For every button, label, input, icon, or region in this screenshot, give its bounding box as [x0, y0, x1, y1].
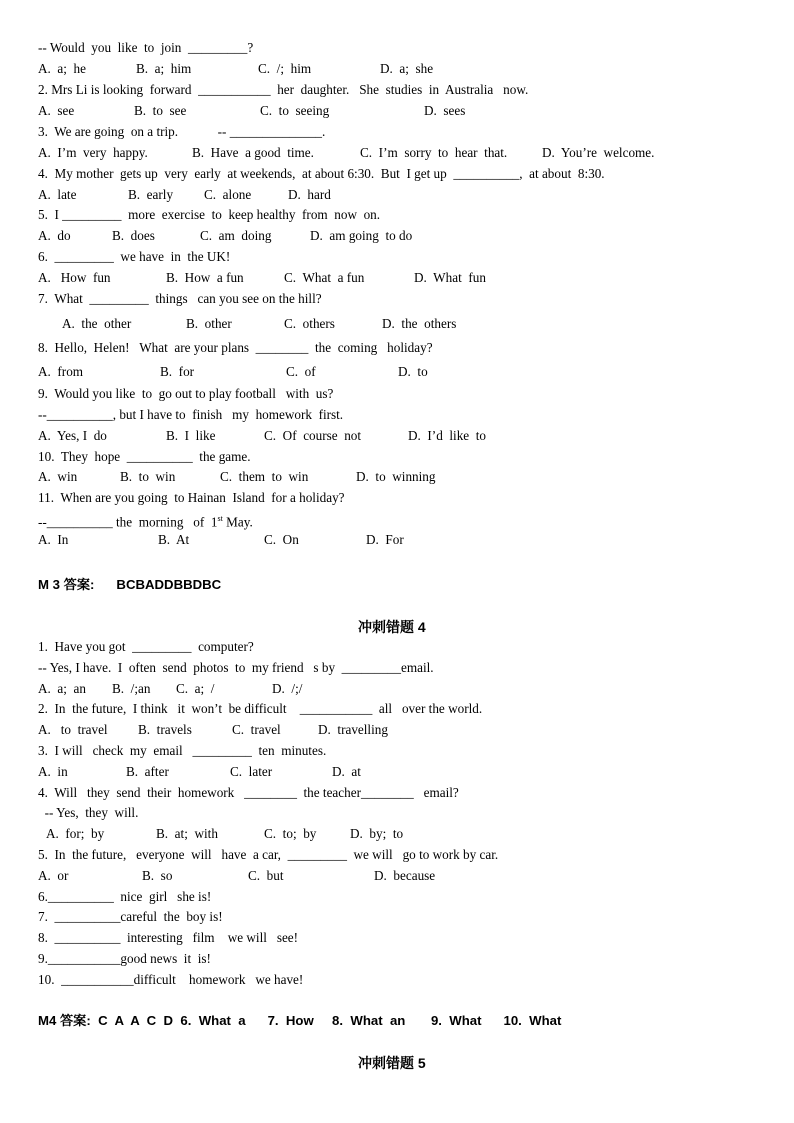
option-a: A. see	[38, 103, 75, 118]
option-c: C. a; /	[176, 681, 215, 696]
question-line: 7. What _________ things can you see on the hill?	[38, 291, 322, 306]
option-a: A. Yes, I do	[38, 428, 107, 443]
option-b: B. does	[112, 228, 155, 243]
option-b: B. for	[160, 364, 195, 379]
option-a: A. win	[38, 469, 78, 484]
question-line: 2. In the future, I think it won’t be difficult ___________ all over the world.	[38, 701, 483, 716]
option-c: C. to seeing	[260, 103, 330, 118]
option-d: D. hard	[288, 187, 331, 202]
option-b: B. At	[158, 532, 190, 547]
option-a: A. the other	[62, 316, 132, 331]
option-c: C. travel	[232, 722, 281, 737]
option-a: A. for; by	[46, 826, 105, 841]
option-a: A. from	[38, 364, 84, 379]
option-a: A. a; an	[38, 681, 86, 696]
options-row	[38, 680, 758, 698]
answer-key-m4: M4 答案: C A A C D 6. What a 7. How 8. What an 9. What 10. What	[38, 1013, 562, 1028]
option-b: B. early	[128, 187, 174, 202]
option-a: A. In	[38, 532, 69, 547]
option-b: B. /;an	[112, 681, 151, 696]
options-row	[38, 427, 758, 445]
option-a: A. I’m very happy.	[38, 145, 148, 160]
question-line: 3. I will check my email _________ ten minutes.	[38, 743, 327, 758]
question-line: 1. Have you got _________ computer?	[38, 639, 254, 654]
option-c: C. later	[230, 764, 273, 779]
superscript: st	[217, 514, 223, 523]
question-line: 4. My mother gets up very early at weekends, at about 6:30. But I get up __________, at about 8:30.	[38, 166, 605, 181]
question-line: 6. _________ we have in the UK!	[38, 249, 231, 264]
option-c: C. /; him	[258, 61, 312, 76]
question-line	[38, 510, 253, 531]
question-line: 7. __________careful the boy is!	[38, 909, 223, 924]
option-b: B. to see	[134, 103, 187, 118]
section-title: 冲刺错题 4	[358, 619, 426, 635]
option-b: B. at; with	[156, 826, 218, 841]
question-line: 10. They hope __________ the game.	[38, 449, 251, 464]
question-line: 5. I _________ more exercise to keep healthy from now on.	[38, 207, 381, 222]
question-line: 6.__________ nice girl she is!	[38, 889, 212, 904]
option-d: D. the others	[382, 316, 457, 331]
option-a: A. How fun	[38, 270, 111, 285]
option-a: A. do	[38, 228, 71, 243]
option-b: B. a; him	[136, 61, 192, 76]
question-line: 8. __________ interesting film we will see!	[38, 930, 299, 945]
option-c: C. am doing	[200, 228, 272, 243]
options-row	[38, 269, 758, 287]
section-title: 冲刺错题 5	[358, 1055, 426, 1071]
option-c: C. On	[264, 532, 299, 547]
options-row	[38, 867, 758, 885]
option-c: C. others	[284, 316, 335, 331]
option-c: C. Of course not	[264, 428, 362, 443]
option-c: C. of	[286, 364, 316, 379]
options-row	[38, 227, 758, 245]
option-d: D. because	[374, 868, 436, 883]
option-d: D. to winning	[356, 469, 436, 484]
options-row	[38, 531, 758, 549]
option-b: B. after	[126, 764, 169, 779]
options-row	[38, 468, 758, 486]
options-row	[38, 363, 758, 381]
options-row	[38, 315, 758, 333]
option-b: B. to win	[120, 469, 176, 484]
option-d: D. am going to do	[310, 228, 413, 243]
question-text: May.	[222, 514, 253, 530]
question-line: -- Would you like to join _________?	[38, 40, 254, 55]
option-d: D. by; to	[350, 826, 404, 841]
option-a: A. late	[38, 187, 77, 202]
options-row	[38, 825, 758, 843]
option-c: C. What a fun	[284, 270, 365, 285]
option-a: A. a; he	[38, 61, 86, 76]
options-row	[38, 144, 758, 162]
option-d: D. /;/	[272, 681, 303, 696]
question-line: 4. Will they send their homework ________ the teacher________ email?	[38, 785, 459, 800]
option-d: D. a; she	[380, 61, 434, 76]
option-d: D. travelling	[318, 722, 388, 737]
option-d: D. at	[332, 764, 361, 779]
options-row	[38, 102, 758, 120]
option-b: B. I like	[166, 428, 216, 443]
option-d: D. sees	[424, 103, 466, 118]
answer-values: BCBADDBBDBC	[116, 577, 222, 592]
question-line: 11. When are you going to Hainan Island for a holiday?	[38, 490, 345, 505]
option-b: B. so	[142, 868, 173, 883]
question-text: --__________ the morning of 1	[38, 514, 218, 530]
option-d: D. I’d like to	[408, 428, 487, 443]
option-c: C. but	[248, 868, 284, 883]
option-b: B. travels	[138, 722, 192, 737]
answer-key-m3	[38, 576, 221, 594]
options-row	[38, 60, 758, 78]
option-a: A. to travel	[38, 722, 108, 737]
option-b: B. How a fun	[166, 270, 244, 285]
question-line: -- Yes, they will.	[38, 805, 139, 820]
option-c: C. them to win	[220, 469, 309, 484]
question-line: 3. We are going on a trip. -- ______________.	[38, 124, 326, 139]
option-b: B. other	[186, 316, 232, 331]
answer-label: M 3 答案:	[38, 577, 95, 592]
question-line: 9. Would you like to go out to play football with us?	[38, 386, 334, 401]
option-d: D. For	[366, 532, 404, 547]
question-line: 10. ___________difficult homework we have!	[38, 972, 304, 987]
options-row	[38, 721, 758, 739]
question-line: 2. Mrs Li is looking forward ___________ her daughter. She studies in Australia now.	[38, 82, 529, 97]
option-b: B. Have a good time.	[192, 145, 314, 160]
option-c: C. alone	[204, 187, 252, 202]
question-line: -- Yes, I have. I often send photos to my friend s by _________email.	[38, 660, 434, 675]
question-line: 8. Hello, Helen! What are your plans ________ the coming holiday?	[38, 340, 433, 355]
option-d: D. You’re welcome.	[542, 145, 655, 160]
question-line: --__________, but I have to finish my homework first.	[38, 407, 344, 422]
option-c: C. to; by	[264, 826, 317, 841]
option-c: C. I’m sorry to hear that.	[360, 145, 508, 160]
question-line: 5. In the future, everyone will have a car, _________ we will go to work by car.	[38, 847, 499, 862]
option-a: A. or	[38, 868, 69, 883]
options-row	[38, 763, 758, 781]
option-d: D. What fun	[414, 270, 486, 285]
option-d: D. to	[398, 364, 428, 379]
option-a: A. in	[38, 764, 68, 779]
options-row	[38, 186, 758, 204]
question-line: 9.___________good news it is!	[38, 951, 211, 966]
